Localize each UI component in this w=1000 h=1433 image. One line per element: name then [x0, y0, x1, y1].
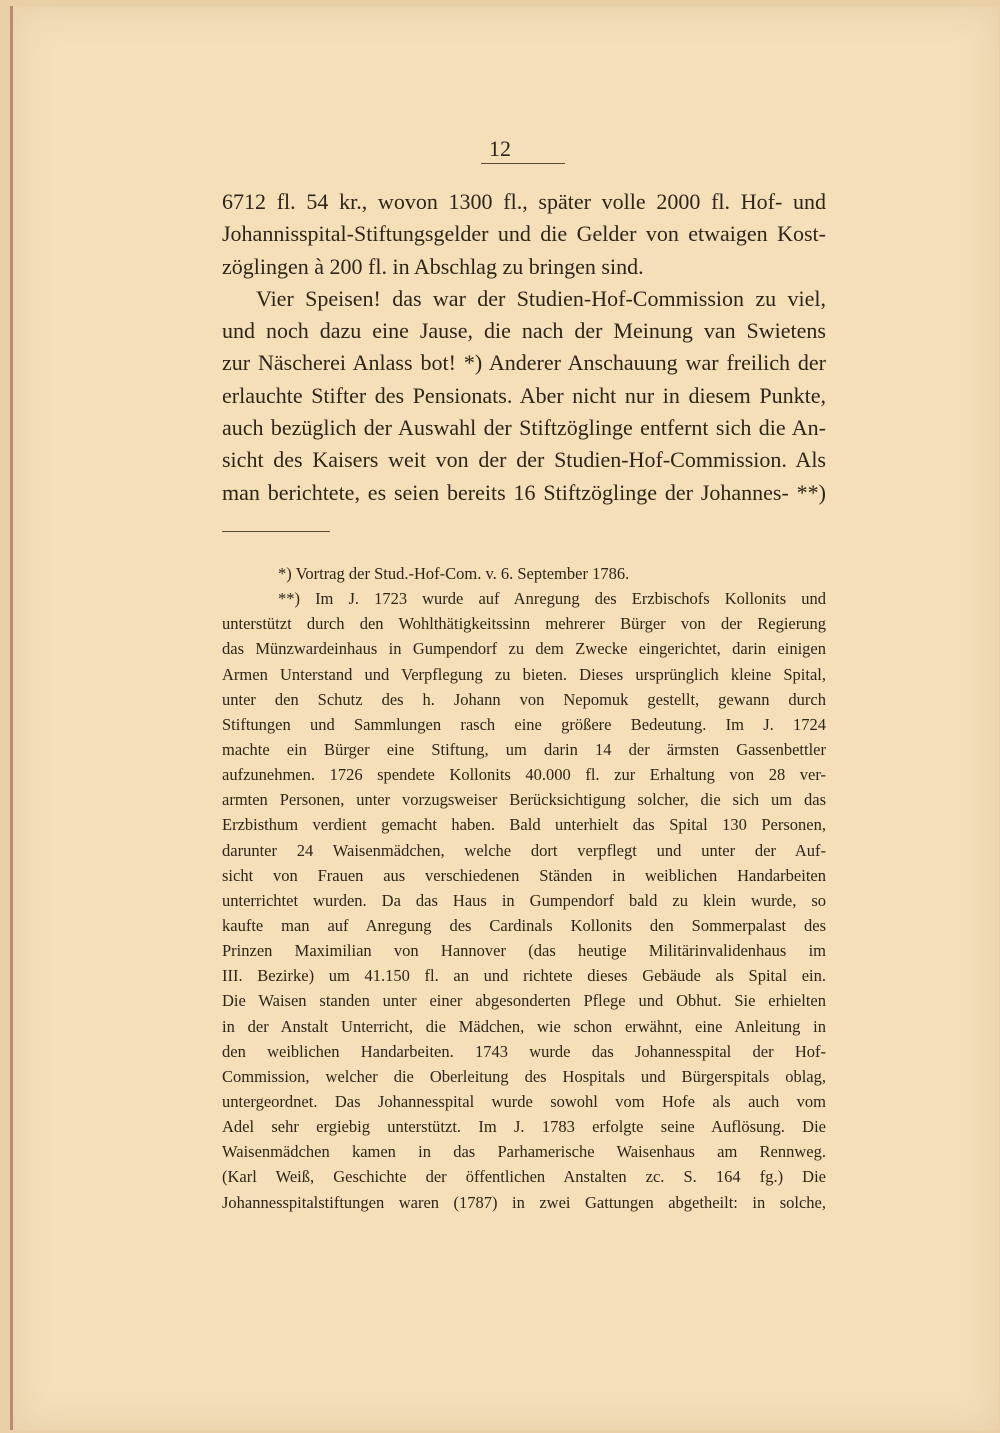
footnote-line: unter den Schutz des h. Johann von Nepomuk gestellt, gewann durch [222, 689, 826, 709]
footnote-line: aufzunehmen. 1726 spendete Kollonits 40.000 fl. zur Erhaltung von 28 ver- [222, 765, 826, 785]
footnote-line: III. Bezirke) um 41.150 fl. an und richtete dieses Gebäude als Spital ein. [222, 966, 826, 986]
footnote-1: *) Vortrag der Stud.-Hof-Com. v. 6. September 1786. [278, 564, 630, 583]
footnote-line: (Karl Weiß, Geschichte der öffentlichen Anstalten zc. S. 164 fg.) Die [222, 1167, 826, 1187]
footnote-line: Adel sehr ergiebig unterstützt. Im J. 1783 erfolgte seine Auflösung. Die [222, 1117, 826, 1137]
body-line: sicht des Kaisers weit von der der Studien-Hof-Commission. Als [222, 447, 826, 473]
footnote-line: **) Im J. 1723 wurde auf Anregung des Erzbischofs Kollonits und [278, 589, 826, 609]
footnote-line: Erzbisthum verdient gemacht haben. Bald unterhielt das Spital 130 Personen, [222, 815, 826, 835]
body-line: Vier Speisen! das war der Studien-Hof-Commission zu viel, [256, 285, 826, 311]
footnotes [222, 561, 826, 1215]
footnote-separator [222, 531, 330, 532]
footnote-line: sicht von Frauen aus verschiedenen Ständen in weiblichen Handarbeiten [222, 865, 826, 885]
footnote-line: Johannesspitalstiftungen waren (1787) in zwei Gattungen abgetheilt: in solche, [222, 1192, 826, 1212]
body-line: erlauchte Stifter des Pensionats. Aber nicht nur in diesem Punkte, [222, 382, 826, 408]
body-line: und noch dazu eine Jause, die nach der Meinung van Swietens [222, 318, 826, 344]
footnote-line: das Münzwardeinhaus in Gumpendorf zu dem Zwecke eingerichtet, darin einigen [222, 639, 826, 659]
footnote-line: Armen Unterstand und Verpflegung zu bieten. Dieses ursprünglich kleine Spital, [222, 664, 826, 684]
footnote-line: unterstützt durch den Wohlthätigkeitssinn mehrerer Bürger von der Regierung [222, 614, 826, 634]
footnote-line: untergeordnet. Das Johannesspital wurde sowohl vom Hofe als auch vom [222, 1091, 826, 1111]
body-line: zöglingen à 200 fl. in Abschlag zu bringen sind. [222, 253, 644, 279]
footnote-line: Waisenmädchen kamen in das Parhamerische Waisenhaus am Rennweg. [222, 1142, 826, 1162]
footnote-line: darunter 24 Waisenmädchen, welche dort verpflegt und unter der Auf- [222, 840, 826, 860]
footnote-line: unterrichtet wurden. Da das Haus in Gumpendorf bald zu klein wurde, so [222, 890, 826, 910]
footnote-line: kaufte man auf Anregung des Cardinals Kollonits den Sommerpalast des [222, 915, 826, 935]
body-line: 6712 fl. 54 kr., wovon 1300 fl., später volle 2000 fl. Hof- und [222, 189, 826, 214]
footnote-line: Prinzen Maximilian von Hannover (das heutige Militärinvalidenhaus im [222, 941, 826, 961]
body-text [222, 186, 826, 509]
footnote-line: machte ein Bürger eine Stiftung, um darin 14 der ärmsten Gassenbettler [222, 739, 826, 759]
body-line: zur Näscherei Anlass bot! *) Anderer Anschauung war freilich der [222, 350, 826, 376]
page-number-rule [481, 163, 565, 164]
body-line: Johannisspital-Stiftungsgelder und die Gelder von etwaigen Kost- [222, 221, 826, 247]
body-line: man berichtete, es seien bereits 16 Stiftzöglinge der Johannes- **) [222, 479, 826, 505]
footnote-line: armten Personen, unter vorzugsweiser Berücksichtigung solcher, die sich um das [222, 790, 826, 810]
footnote-line: Commission, welcher die Oberleitung des Hospitals und Bürgerspitals oblag, [222, 1066, 826, 1086]
footnote-line: den weiblichen Handarbeiten. 1743 wurde das Johannesspital der Hof- [222, 1041, 826, 1061]
page-number: 12 [489, 136, 511, 161]
footnote-line: in der Anstalt Unterricht, die Mädchen, wie schon erwähnt, eine Anleitung in [222, 1016, 826, 1036]
footnote-line: Die Waisen standen unter einer abgesonderten Pflege und Obhut. Sie erhielten [222, 991, 826, 1011]
body-line: auch bezüglich der Auswahl der Stiftzöglinge entfernt sich die An- [222, 415, 826, 441]
footnote-2 [222, 586, 826, 1215]
footnote-line: Stiftungen und Sammlungen rasch eine größere Bedeutung. Im J. 1724 [222, 714, 826, 734]
